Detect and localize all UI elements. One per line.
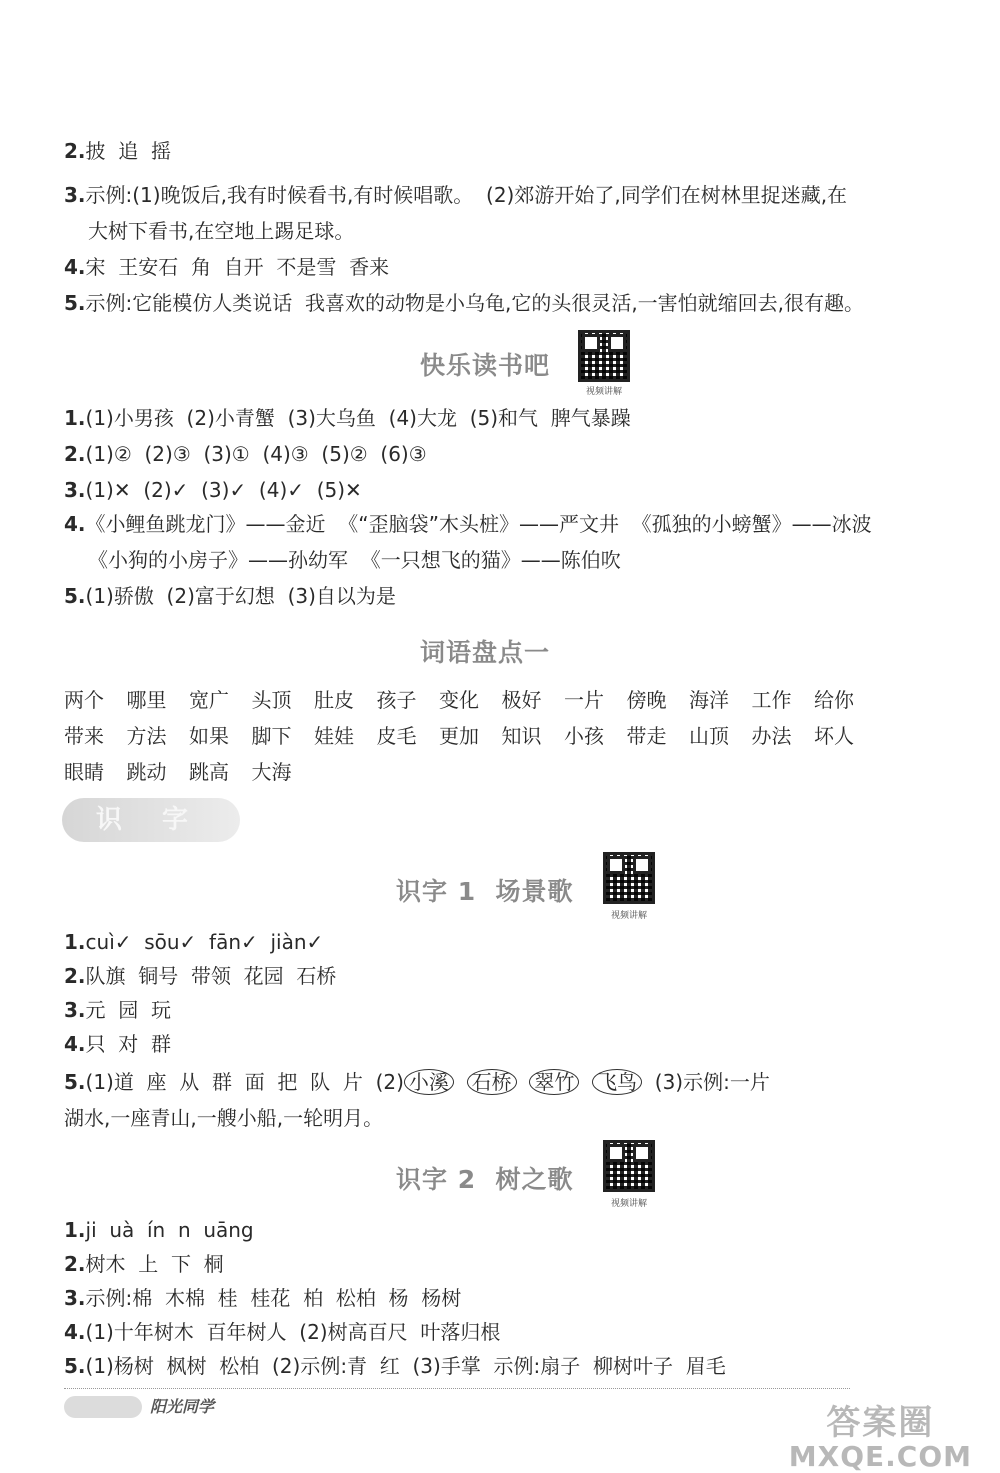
answer-line: 4.《小鲤鱼跳龙门》——金近 《“歪脑袋”木头桩》——严文井 《孤独的小螃蟹》——冰波 <box>64 512 872 536</box>
circled-word: 翠竹 <box>529 1069 579 1095</box>
vocab-word: 山顶 <box>689 724 729 748</box>
vocab-word: 海洋 <box>689 688 729 712</box>
vocab-word: 极好 <box>501 688 542 712</box>
answer-line: 2.(1)② (2)③ (3)① (4)③ (5)② (6)③ <box>64 442 427 466</box>
answer-line: 2.队旗 铜号 带领 花园 石桥 <box>64 964 337 988</box>
vocab-word: 变化 <box>439 688 479 712</box>
section-title: 识字 1 场景歌 <box>396 877 574 906</box>
brand-logo: 阳光同学 <box>150 1397 215 1416</box>
answer-line: 3.(1)✕ (2)✓ (3)✓ (4)✓ (5)✕ <box>64 478 362 502</box>
footer-divider <box>64 1388 850 1389</box>
vocab-word: 更加 <box>439 724 479 748</box>
vocab-word: 方法 <box>126 724 167 748</box>
vocab-word: 头顶 <box>251 688 292 712</box>
page-badge <box>64 1396 142 1418</box>
vocab-word: 孩子 <box>376 688 417 712</box>
section-title: 词语盘点一 <box>420 638 551 667</box>
answer-line: 1.cuì✓ sōu✓ fān✓ jiàn✓ <box>64 930 324 954</box>
unit-banner: 识字 <box>62 798 240 842</box>
vocab-word: 如果 <box>189 724 229 748</box>
answer-line: 3.示例:棉 木棉 桂 桂花 柏 松柏 杨 杨树 <box>64 1286 462 1310</box>
watermark-url: MXQE.COM <box>788 1440 972 1473</box>
qr-caption: 视频讲解 <box>610 911 647 921</box>
section-title: 识字 2 树之歌 <box>396 1165 574 1194</box>
vocab-word: 两个 <box>64 688 104 712</box>
circled-word: 小溪 <box>404 1069 454 1095</box>
vocab-word: 小孩 <box>564 724 604 748</box>
vocab-word: 工作 <box>751 688 792 712</box>
answer-line: 4.只 对 群 <box>64 1032 171 1056</box>
watermark <box>789 1395 972 1473</box>
vocab-word: 哪里 <box>126 688 167 712</box>
vocab-row <box>64 686 877 714</box>
vocab-word: 宽广 <box>189 688 229 712</box>
watermark-text: 答案圈 <box>826 1403 935 1443</box>
answer-line: 2.披 追 摇 <box>64 139 171 163</box>
answer-line-continued: 《小狗的小房子》——孙幼军 《一只想飞的猫》——陈伯吹 <box>88 548 621 572</box>
vocab-word: 跳动 <box>126 760 167 784</box>
qr-code-icon[interactable] <box>578 330 630 382</box>
vocab-word: 知识 <box>501 724 542 748</box>
vocab-word: 一片 <box>564 688 604 712</box>
vocab-word: 娃娃 <box>314 724 354 748</box>
section-title: 快乐读书吧 <box>420 351 551 380</box>
vocab-word: 皮毛 <box>376 724 417 748</box>
vocab-word: 肚皮 <box>314 688 354 712</box>
vocab-word: 办法 <box>751 724 792 748</box>
answer-line: 1.(1)小男孩 (2)小青蟹 (3)大乌鱼 (4)大龙 (5)和气 脾气暴躁 <box>64 406 631 430</box>
answer-line-continued: 湖水,一座青山,一艘小船,一轮明月。 <box>64 1106 384 1130</box>
vocab-word: 给你 <box>814 688 854 712</box>
vocab-word: 脚下 <box>251 724 292 748</box>
answer-line: 2.树木 上 下 桐 <box>64 1252 224 1276</box>
circled-word: 飞鸟 <box>592 1069 642 1095</box>
qr-caption: 视频讲解 <box>585 387 622 397</box>
answer-line: 3.示例:(1)晚饭后,我有时候看书,有时候唱歌。 (2)郊游开始了,同学们在树林里捉迷藏,在 <box>64 183 848 207</box>
vocab-row <box>64 758 314 786</box>
vocab-word: 傍晚 <box>626 688 667 712</box>
vocab-word: 带走 <box>626 724 667 748</box>
answer-line: 5.(1)骄傲 (2)富于幻想 (3)自以为是 <box>64 584 396 608</box>
answer-line: 5.示例:它能模仿人类说话 我喜欢的动物是小乌龟,它的头很灵活,一害怕就缩回去,很有趣。 <box>64 291 865 315</box>
vocab-word: 眼睛 <box>64 760 104 784</box>
answer-line: 3.元 园 玩 <box>64 998 171 1022</box>
answer-line: 4.宋 王安石 角 自开 不是雪 香来 <box>64 255 390 279</box>
answer-line-continued: 大树下看书,在空地上踢足球。 <box>88 219 355 243</box>
answer-line: 5.(1)道 座 从 群 面 把 队 片 (2) 小溪 石桥 翠竹 飞鸟 (3)示例:一片 <box>64 1070 770 1094</box>
vocab-word: 带来 <box>64 724 104 748</box>
vocab-word: 坏人 <box>814 724 854 748</box>
qr-code-icon[interactable] <box>603 1140 655 1192</box>
qr-caption: 视频讲解 <box>610 1199 647 1209</box>
vocab-word: 跳高 <box>189 760 229 784</box>
circled-word: 石桥 <box>467 1069 517 1095</box>
qr-code-icon[interactable] <box>603 852 655 904</box>
vocab-row <box>64 722 877 750</box>
answer-line: 5.(1)杨树 枫树 松柏 (2)示例:青 红 (3)手掌 示例:扇子 柳树叶子 眉毛 <box>64 1354 726 1378</box>
answer-line: 4.(1)十年树木 百年树人 (2)树高百尺 叶落归根 <box>64 1320 501 1344</box>
vocab-word: 大海 <box>251 760 292 784</box>
answer-line: 1.ji uà ín n uāng <box>64 1218 254 1242</box>
